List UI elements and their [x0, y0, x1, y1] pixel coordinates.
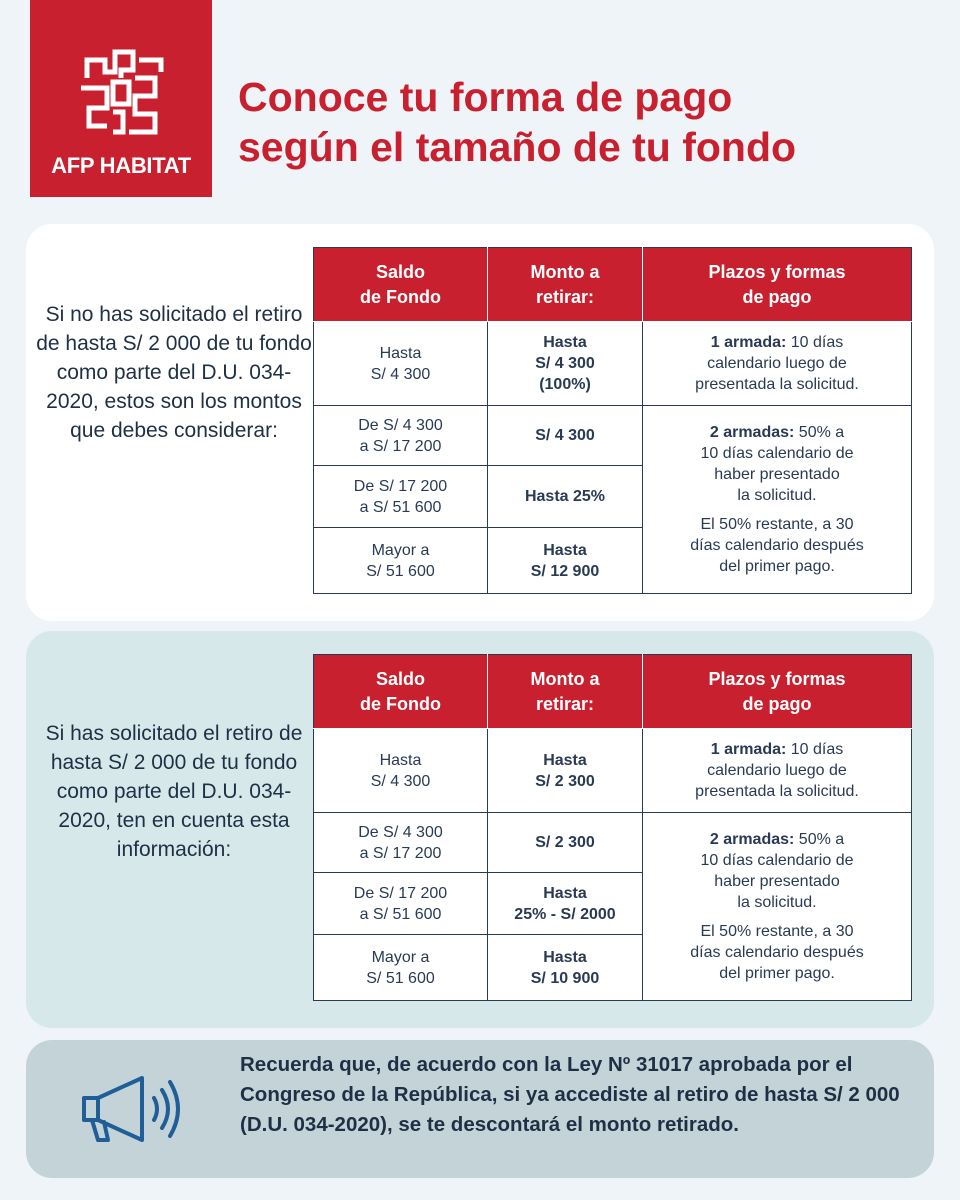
header-saldo: Saldo de Fondo — [314, 248, 488, 322]
plazo-one-label: 1 armada: — [710, 741, 787, 758]
header-plazos: Plazos y formas de pago — [643, 248, 912, 322]
afp-habitat-logo — [30, 0, 212, 197]
saldo-cell: De S/ 17 200 a S/ 51 600 — [314, 873, 488, 935]
monto-cell: S/ 4 300 — [488, 406, 643, 466]
monto-cell: Hasta S/ 4 300 (100%) — [488, 322, 643, 406]
plazo-one-label: 1 armada: — [710, 334, 787, 351]
monto-cell: Hasta S/ 12 900 — [488, 528, 643, 594]
header-monto: Monto a retirar: — [488, 655, 643, 729]
megaphone-icon — [78, 1072, 188, 1152]
table-row — [314, 813, 912, 873]
table-row — [314, 322, 912, 406]
payment-table-1 — [313, 247, 912, 594]
saldo-cell: De S/ 4 300 a S/ 17 200 — [314, 406, 488, 466]
brand-name: AFP HABITAT — [51, 153, 191, 178]
saldo-cell: De S/ 4 300 a S/ 17 200 — [314, 813, 488, 873]
page-title — [238, 72, 948, 172]
header-saldo: Saldo de Fondo — [314, 655, 488, 729]
saldo-cell: Mayor a S/ 51 600 — [314, 528, 488, 594]
plazo-one-installment — [643, 729, 912, 813]
saldo-cell: De S/ 17 200 a S/ 51 600 — [314, 466, 488, 528]
saldo-cell: Hasta S/ 4 300 — [314, 729, 488, 813]
monto-cell: Hasta S/ 10 900 — [488, 935, 643, 1001]
table-header-row — [314, 655, 912, 729]
header-plazos: Plazos y formas de pago — [643, 655, 912, 729]
saldo-cell: Mayor a S/ 51 600 — [314, 935, 488, 1001]
section-1-intro: Si no has solicitado el retiro de hasta S/ 2 000 de tu fondo como parte del D.U. 034-2020, estos son los montos que debes considerar: — [36, 303, 312, 442]
table-header-row — [314, 248, 912, 322]
plazo-two-extra: El 50% restante, a 30 días calendario después del primer pago. — [690, 923, 864, 982]
plazo-two-text: 50% a 10 días calendario de haber presentado la solicitud. — [700, 424, 854, 504]
title-line-1: Conoce tu forma de pago — [238, 74, 733, 120]
section-not-requested — [26, 224, 934, 621]
plazo-one-text: 10 días calendario luego de presentada la solicitud. — [695, 334, 859, 393]
plazo-two-label: 2 armadas: — [709, 831, 795, 848]
section-requested — [26, 631, 934, 1028]
monto-cell: Hasta 25% — [488, 466, 643, 528]
payment-table-2 — [313, 654, 912, 1001]
plazo-two-text: 50% a 10 días calendario de haber presentado la solicitud. — [700, 831, 854, 911]
plazo-two-label: 2 armadas: — [709, 424, 795, 441]
section-2-intro: Si has solicitado el retiro de hasta S/ 2 000 de tu fondo como parte del D.U. 034-2020, ten en cuenta esta información: — [45, 722, 303, 861]
law-reminder-note — [26, 1040, 934, 1178]
monto-cell: S/ 2 300 — [488, 813, 643, 873]
habitat-logo-icon — [77, 48, 165, 136]
header-monto: Monto a retirar: — [488, 248, 643, 322]
plazo-two-installments — [643, 406, 912, 594]
saldo-cell: Hasta S/ 4 300 — [314, 322, 488, 406]
note-text: Recuerda que, de acuerdo con la Ley Nº 31017 aprobada por el Congreso de la República, si ya accediste al retiro de hasta S/ 2 000 (D.U. 034-2020), se te descontará el monto retirado. — [240, 1053, 900, 1136]
plazo-one-installment — [643, 322, 912, 406]
plazo-two-installments — [643, 813, 912, 1001]
plazo-one-text: 10 días calendario luego de presentada la solicitud. — [695, 741, 859, 800]
monto-cell: Hasta S/ 2 300 — [488, 729, 643, 813]
table-row — [314, 729, 912, 813]
title-line-2: según el tamaño de tu fondo — [238, 124, 797, 170]
monto-cell: Hasta 25% - S/ 2000 — [488, 873, 643, 935]
plazo-two-extra: El 50% restante, a 30 días calendario después del primer pago. — [690, 516, 864, 575]
table-row — [314, 406, 912, 466]
